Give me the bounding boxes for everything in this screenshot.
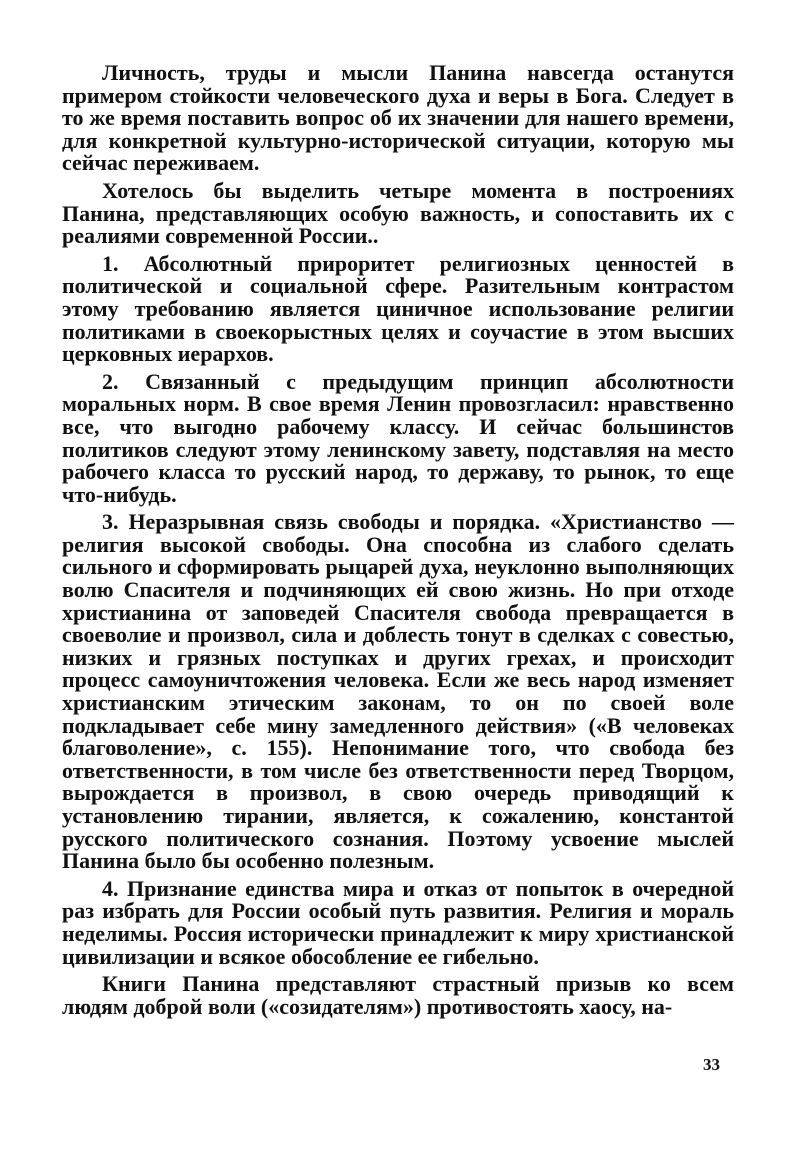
paragraph-point-1: 1. Абсолютный прироритет религиозных ценностей в политической и социальной сфере. Разительным контрастом этому требованию является циничное использование религии политиками в своекорыстных целях и соучастие в этом высших церковных иерархов. xyxy=(62,250,734,367)
paragraph-point-4: 4. Признание единства мира и отказ от попыток в очередной раз избрать для России особый путь развития. Религия и мораль неделимы. Россия исторически принадлежит к миру христианской цивилизации и всякое обособление ее гибельно. xyxy=(62,875,734,969)
paragraph-intro: Личность, труды и мысли Панина навсегда останутся примером стойкости человеческого духа и веры в Бога. Следует в то же время поставить вопрос об их значении для нашего времени, для конкретной культурно-исторической ситуации, которую мы сейчас переживаем. xyxy=(62,60,734,176)
book-page xyxy=(62,62,734,1102)
paragraph-point-2: 2. Связанный с предыдущим принцип абсолютности моральных норм. В свое время Ленин провозгласил: нравственно все, что выгодно рабочему классу. И сейчас большинстов политиков следуют этому ленинскому завету, подставляя на место рабочего класса то русский народ, то державу, то рынок, то еще что-нибудь. xyxy=(62,368,734,507)
paragraph-conclusion: Книги Панина представляют страстный призыв ко всем людям доброй воли («созидателям») противостоять хаосу, на- xyxy=(62,971,734,1019)
page-number: 33 xyxy=(703,1055,720,1075)
paragraph-four-points: Хотелось бы выделить четыре момента в построениях Панина, представляющих особую важность, и сопоставить их с реалиями современной России.. xyxy=(62,177,734,249)
paragraph-point-3: 3. Неразрывная связь свободы и порядка. «Христианство — религия высокой свободы. Она способна из слабого сделать сильного и сформировать рыцарей духа, неуклонно выполняющих волю Спасителя и подчиняющих ей свою жизнь. Но при отходе христианина от заповедей Спасителя свобода превращается в своеволие и произвол, сила и доблесть тонут в сделках с совестью, низких и грязных поступках и других грехах, и происходит процесс самоуничтожения человека. Если же весь народ изменяет христианским этическим законам, то он по своей воле подкладывает себе мину замедленного действия» («В человеках благоволение», с. 155). Непонимание того, что свобода без ответственности, в том числе без ответственности перед Творцом, вырождается в произвол, в свою очередь приводящий к установлению тирании, является, к сожалению, константой русского политического сознания. Поэтому усвоение мыслей Панина было бы особенно полезным. xyxy=(62,509,734,874)
